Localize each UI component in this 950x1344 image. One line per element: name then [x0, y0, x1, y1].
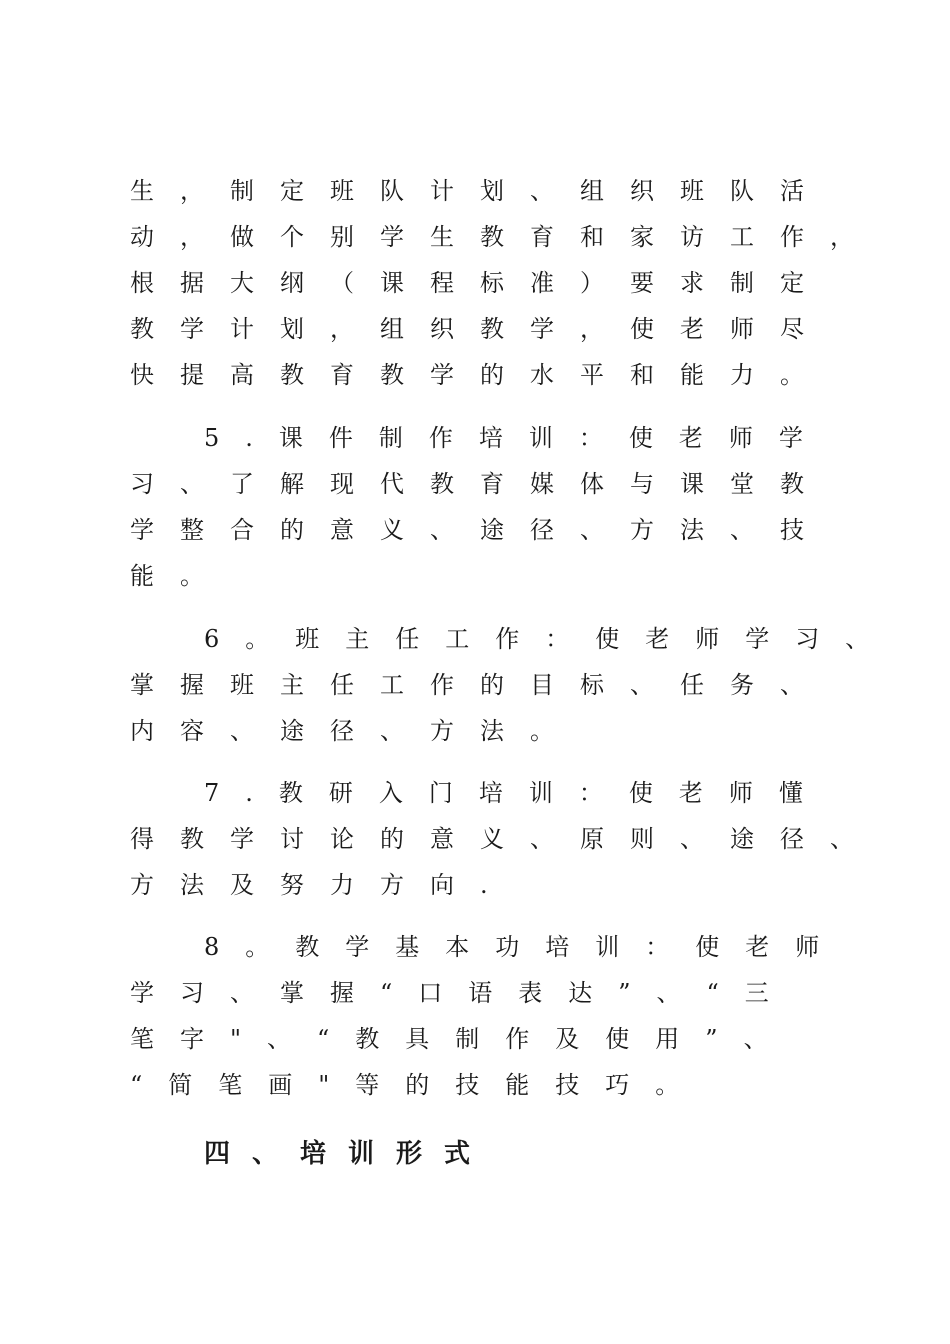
paragraph-line: 教学计划，组织教学，使老师尽 — [130, 315, 830, 343]
paragraph-line: 7.教研入门培训：使老师懂 — [204, 779, 829, 807]
paragraph-line: 动，做个别学生教育和家访工作， — [130, 223, 880, 251]
paragraph-line: 根据大纲（课程标准）要求制定 — [130, 269, 830, 297]
paragraph-line: 内容、途径、方法。 — [130, 717, 580, 745]
paragraph-line: 得教学讨论的意义、原则、途径、 — [130, 825, 880, 853]
paragraph-line: 能。 — [130, 562, 230, 590]
paragraph-line: 掌握班主任工作的目标、任务、 — [130, 671, 830, 699]
paragraph-line: 5.课件制作培训：使老师学 — [204, 424, 829, 452]
paragraph-line: 6。班主任工作：使老师学习、 — [204, 625, 896, 653]
paragraph-line: 笔字"、“教具制作及使用”、 — [130, 1025, 794, 1053]
paragraph-line: 方法及努力方向. — [130, 871, 514, 899]
paragraph-line: 8。教学基本功培训：使老师 — [204, 933, 846, 961]
paragraph-line: 生，制定班队计划、组织班队活 — [130, 177, 830, 205]
section-heading: 四、培训形式 — [204, 1139, 493, 1169]
paragraph-line: 快提高教育教学的水平和能力。 — [130, 361, 830, 389]
paragraph-line: 习、了解现代教育媒体与课堂教 — [130, 470, 830, 498]
paragraph-line: 学整合的意义、途径、方法、技 — [130, 516, 830, 544]
paragraph-line: 学习、掌握“口语表达”、“三 — [130, 979, 795, 1007]
paragraph-line: “简笔画"等的技能技巧。 — [130, 1071, 706, 1099]
